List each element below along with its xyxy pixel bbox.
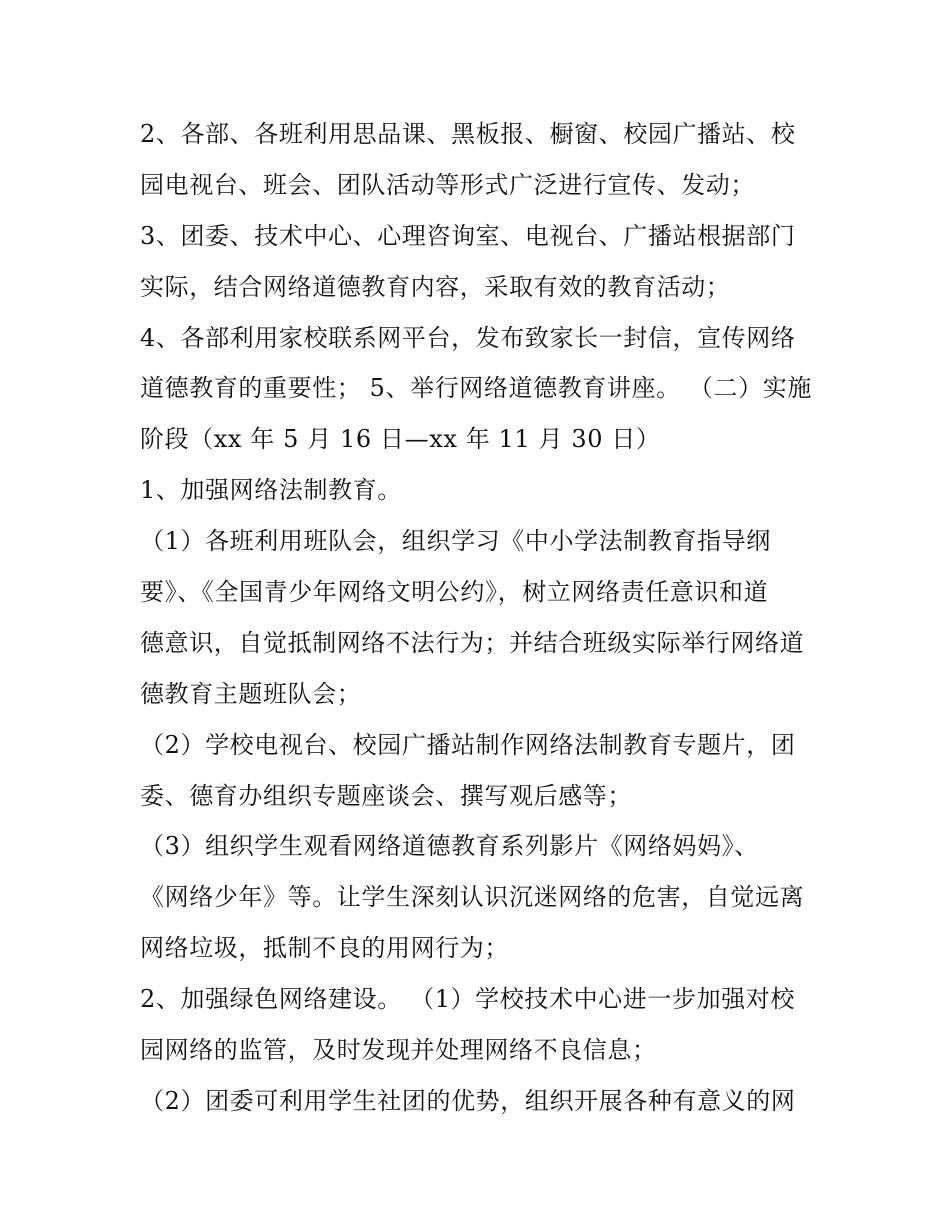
text-line: 要》、《全国青少年网络文明公约》，树立网络责任意识和道 xyxy=(140,578,769,607)
text-line: （1）各班利用班队会，组织学习《中小学法制教育指导纲 xyxy=(140,527,771,556)
text-line: 2、加强绿色网络建设。 （1）学校技术中心进一步加强对校 xyxy=(140,985,795,1014)
text-line: 1、加强网络法制教育。 xyxy=(140,476,402,505)
text-line: （3）组织学生观看网络道德教育系列影片《网络妈妈》、 xyxy=(140,832,759,861)
text-line: 4、各部利用家校联系网平台，发布致家长一封信，宣传网络 xyxy=(140,323,796,352)
text-line: 网络垃圾，抵制不良的用网行为； xyxy=(140,934,509,963)
text-line: 《网络少年》等。让学生深刻认识沉迷网络的危害，自觉远离 xyxy=(140,883,805,912)
text-line: 道德教育的重要性； 5、举行网络道德教育讲座。 （二）实施 xyxy=(140,374,812,403)
text-line: 3、团委、技术中心、心理咨询室、电视台、广播站根据部门 xyxy=(140,221,796,250)
text-line: （2）团委可利用学生社团的优势，组织开展各种有意义的网 xyxy=(140,1086,796,1115)
text-line: （2）学校电视台、校园广播站制作网络法制教育专题片，团 xyxy=(140,730,796,759)
text-line: 德教育主题班队会； xyxy=(140,679,362,708)
text-line: 园网络的监管，及时发现并处理网络不良信息； xyxy=(140,1036,657,1065)
document-body xyxy=(140,109,830,1127)
text-line: 2、各部、各班利用思品课、黑板报、橱窗、校园广播站、校 xyxy=(140,120,796,148)
text-line: 园电视台、班会、团队活动等形式广泛进行宣传、发动； xyxy=(140,170,755,199)
text-line: 委、德育办组织专题座谈会、撰写观后感等； xyxy=(140,781,632,810)
text-line: 实际，结合网络道德教育内容，采取有效的教育活动； xyxy=(140,272,731,301)
text-line: 阶段（xx 年 5 月 16 日—xx 年 11 月 30 日） xyxy=(140,425,661,454)
text-line: 德意识，自觉抵制网络不法行为；并结合班级实际举行网络道 xyxy=(140,628,805,657)
